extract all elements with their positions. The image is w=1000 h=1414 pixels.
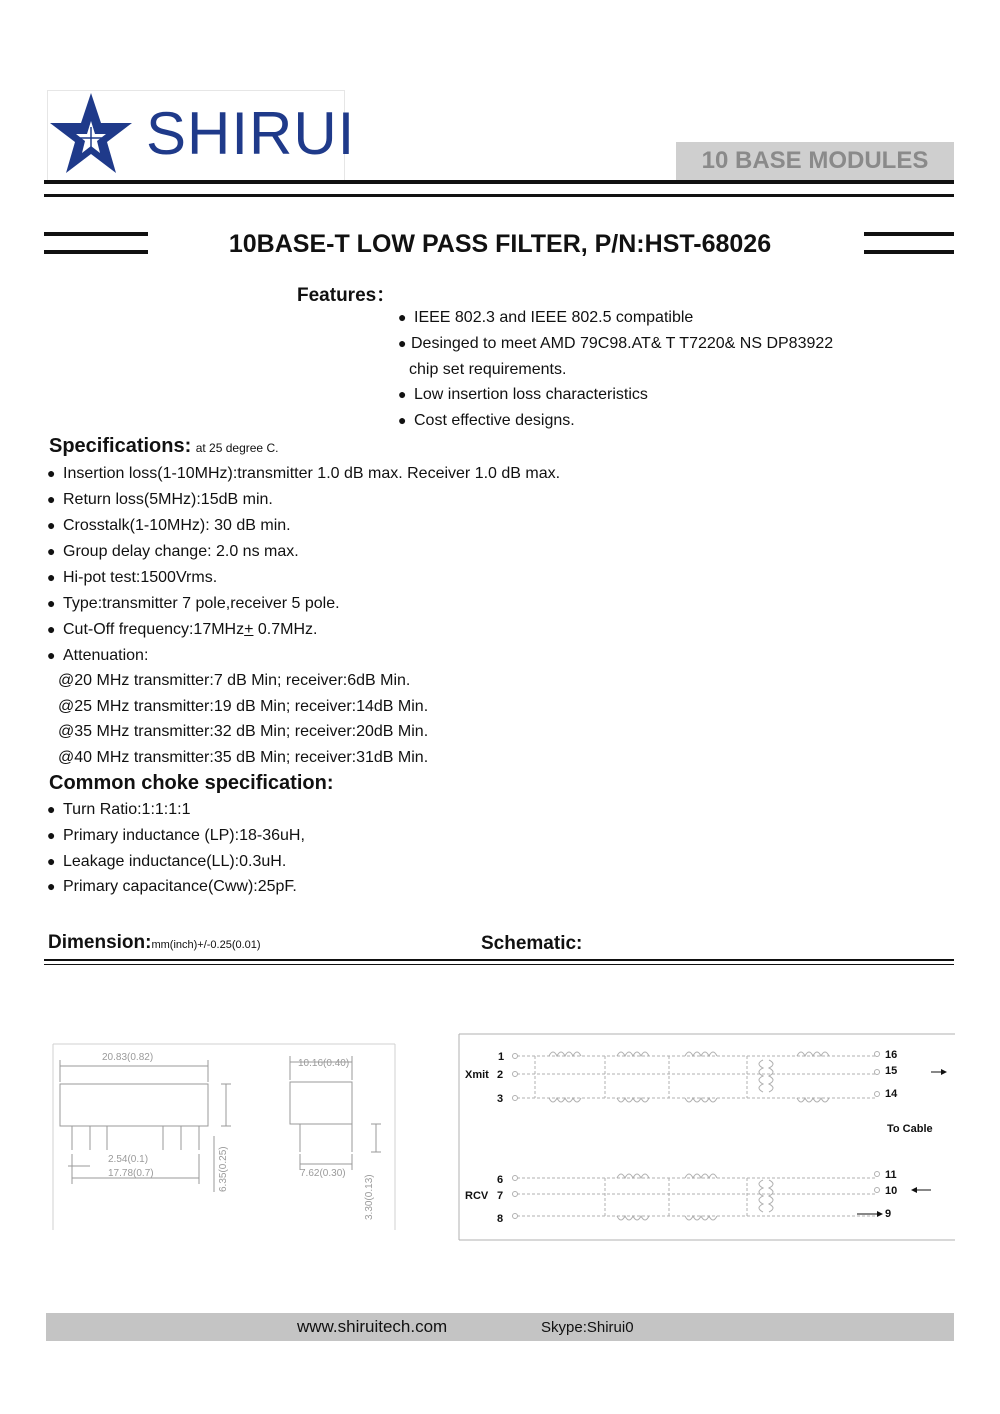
pin-label: 7	[497, 1190, 504, 1202]
list-item: ● Leakage inductance(LL):0.3uH.	[47, 853, 287, 870]
specifications-list	[47, 465, 747, 673]
pin-label: 14	[885, 1088, 898, 1100]
pin-label: 11	[885, 1169, 897, 1181]
list-item: ● Cut-Off frequency:17MHz+ 0.7MHz.	[47, 621, 318, 638]
attenuation-row: @25 MHz transmitter:19 dB Min; receiver:14dB Min.	[58, 698, 429, 715]
dim-span-label: 17.78(0.7)	[108, 1168, 154, 1179]
list-item: ● Crosstalk(1-10MHz): 30 dB min.	[47, 517, 291, 534]
dim-pitch-label: 2.54(0.1)	[108, 1154, 149, 1165]
dim-height-label: 6.35(0.25)	[218, 1146, 229, 1192]
list-item: ● Desinged to meet AMD 79C98.AT& T T7220& NS DP83922	[398, 335, 834, 352]
dim-pin-length-label: 3.30(0.13)	[364, 1174, 375, 1220]
section-rule-bottom	[44, 964, 954, 965]
logo	[47, 90, 356, 182]
pin-label: 9	[885, 1208, 892, 1220]
footer-website[interactable]: www.shiruitech.com	[297, 1317, 448, 1336]
rcv-label: RCV	[465, 1190, 489, 1202]
page-title: 10BASE-T LOW PASS FILTER, P/N:HST-68026	[228, 230, 772, 258]
footer-bar	[46, 1313, 954, 1341]
dimension-heading: Dimension:mm(inch)+/-0.25(0.01)	[48, 932, 261, 953]
section-rule-top	[44, 959, 954, 961]
list-item: ● IEEE 802.3 and IEEE 802.5 compatible	[398, 309, 694, 326]
pin-label: 2	[497, 1069, 504, 1081]
attenuation-row: @40 MHz transmitter:35 dB Min; receiver:31dB Min.	[58, 749, 429, 766]
footer-skype: Skype:Shirui0	[541, 1319, 634, 1336]
list-item: ● Primary capacitance(Cww):25pF.	[47, 878, 297, 895]
to-cable-label: To Cable	[887, 1123, 933, 1135]
pin-label: 10	[885, 1185, 898, 1197]
features-list	[398, 309, 918, 438]
product-line-box: 10 BASE MODULES	[676, 142, 954, 180]
dim-length-label: 20.83(0.82)	[102, 1052, 154, 1063]
list-item: ● Attenuation:	[47, 647, 149, 664]
dim-row-spacing-label: 7.62(0.30)	[300, 1168, 346, 1179]
xmit-label: Xmit	[465, 1069, 489, 1081]
company-name: SHIRUI	[146, 100, 356, 167]
list-item: ● Type:transmitter 7 pole,receiver 5 pole.	[47, 595, 340, 612]
features-heading: Features：	[297, 285, 396, 306]
list-item: ● Group delay change: 2.0 ns max.	[47, 543, 299, 560]
list-item: ● Primary inductance (LP):18-36uH,	[47, 827, 305, 844]
attenuation-list	[58, 672, 428, 775]
star-logo-icon	[48, 91, 138, 181]
pin-label: 16	[885, 1049, 898, 1061]
specifications-heading: Specifications: at 25 degree C.	[49, 435, 279, 457]
schematic-drawing	[457, 1032, 957, 1244]
pin-label: 1	[498, 1051, 505, 1063]
schematic-heading: Schematic:	[481, 933, 583, 954]
list-item-continuation: chip set requirements.	[409, 361, 567, 378]
attenuation-row: @35 MHz transmitter:32 dB Min; receiver:20dB Min.	[58, 723, 429, 740]
list-item: ● Low insertion loss characteristics	[398, 386, 648, 403]
list-item: ● Return loss(5MHz):15dB min.	[47, 491, 273, 508]
pin-label: 3	[497, 1093, 504, 1105]
choke-heading: Common choke specification:	[49, 772, 334, 794]
pin-label: 6	[497, 1174, 504, 1186]
header-rule-top	[44, 180, 954, 184]
list-item: ● Insertion loss(1-10MHz):transmitter 1.0 dB max. Receiver 1.0 dB max.	[47, 465, 561, 482]
dimension-drawing	[50, 1042, 400, 1232]
list-item: ● Hi-pot test:1500Vrms.	[47, 569, 218, 586]
title-right-bars	[864, 232, 954, 254]
list-item: ● Turn Ratio:1:1:1:1	[47, 801, 191, 818]
header-rule-bottom	[44, 194, 954, 197]
pin-label: 15	[885, 1065, 898, 1077]
list-item: ● Cost effective designs.	[398, 412, 575, 429]
choke-list	[47, 801, 547, 904]
dim-width-label: 10.16(0.40)	[298, 1058, 350, 1069]
attenuation-row: @20 MHz transmitter:7 dB Min; receiver:6dB Min.	[58, 672, 411, 689]
pin-label: 8	[497, 1213, 504, 1225]
